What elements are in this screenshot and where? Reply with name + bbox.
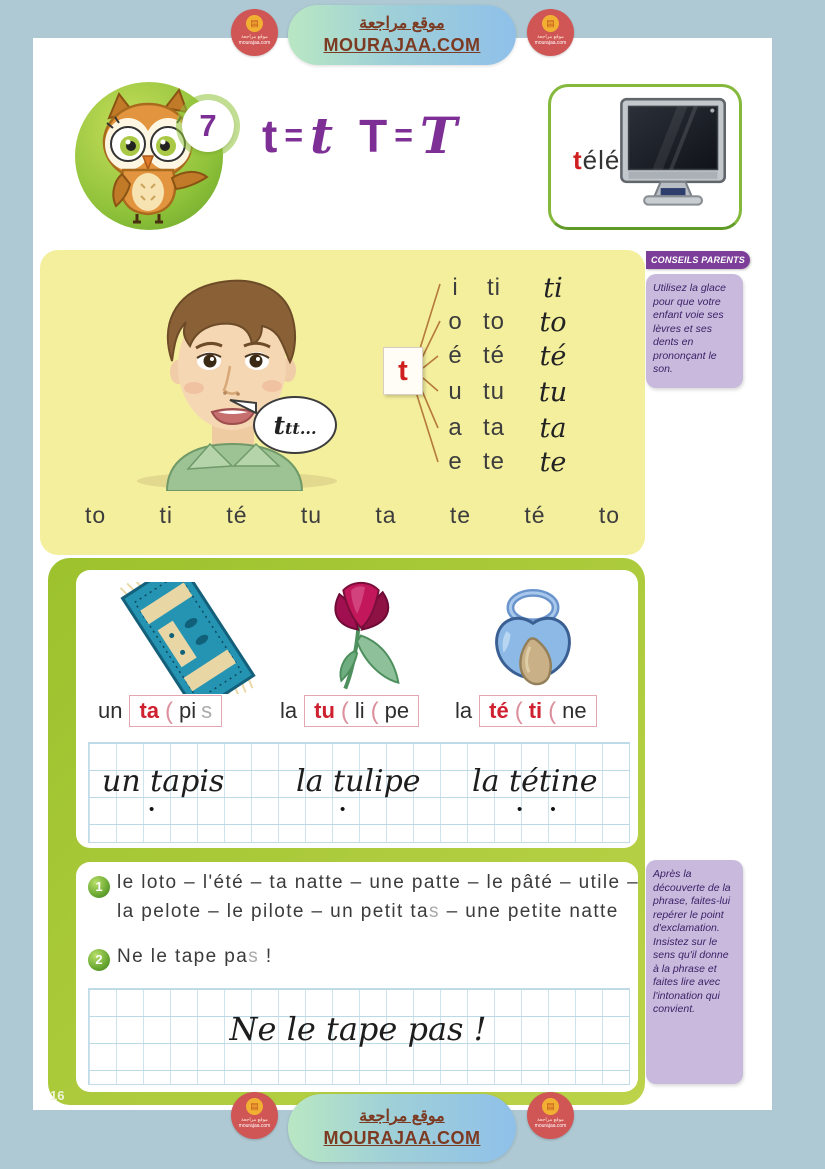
site-name-arabic: موقع مراجعة	[359, 15, 445, 32]
handwriting-word: la tulipe	[296, 764, 421, 799]
syllable: té	[524, 502, 546, 528]
exercise-number-badge	[88, 949, 110, 971]
cursive-syllable: te	[539, 446, 567, 478]
print-lowercase-t: t	[262, 109, 278, 162]
logo-caption-latin: mourajaa.com	[238, 40, 271, 46]
word-article: la	[455, 698, 473, 723]
syllable-box	[479, 695, 597, 727]
syllable-cell: ti	[528, 698, 543, 723]
handwriting-word: la tétine	[472, 764, 598, 799]
logo-caption-arabic: موقع مراجعة	[241, 34, 268, 40]
lesson-number: 7	[199, 108, 217, 143]
syllable: tu	[300, 502, 322, 528]
site-logo-left-footer[interactable]	[231, 1092, 278, 1139]
print-syllable: to	[482, 308, 505, 335]
vowel-label: i	[452, 274, 458, 301]
book-icon: ▤	[542, 15, 559, 32]
sentence-text: !	[259, 946, 273, 967]
tv-illustration	[609, 93, 733, 217]
syllable-box	[304, 695, 419, 727]
site-logo-right-footer[interactable]	[527, 1092, 574, 1139]
cursive-syllable: ta	[539, 412, 567, 444]
letter-tile	[383, 347, 423, 395]
handwriting-word: un tapis	[102, 764, 225, 799]
syllable: ti	[159, 502, 173, 528]
book-icon: ▤	[246, 1098, 263, 1115]
site-name-arabic: موقع مراجعة	[359, 1108, 445, 1125]
cursive-syllable: to	[539, 306, 567, 338]
keyword-card	[548, 84, 742, 230]
syllable-cell: pe	[384, 698, 410, 723]
footer-site-link[interactable]	[288, 1094, 516, 1162]
syllable-box	[129, 695, 222, 727]
tile-letter: t	[398, 354, 408, 387]
exercise-number: 2	[95, 952, 103, 967]
vowel-label: u	[448, 378, 462, 405]
exercise-number-badge	[88, 876, 110, 898]
vocab-word-tapis	[98, 694, 222, 728]
word-list-text: le loto – l'été – ta natte – une patte – le pâté – utile –	[117, 872, 640, 893]
fan-row	[440, 375, 630, 409]
logo-caption-arabic: موقع مراجعة	[537, 34, 564, 40]
silent-letter: s	[201, 698, 213, 723]
print-syllable: té	[482, 342, 505, 369]
syllable: to	[85, 502, 107, 528]
parents-note-top: Utilisez la glace pour que votre enfant voie ses lèvres et ses dents en prononçant le son.	[646, 274, 743, 388]
page-number: 16	[50, 1088, 65, 1103]
header-site-link[interactable]	[288, 5, 516, 65]
tulip-illustration	[302, 578, 420, 697]
silent-letter: s	[429, 901, 440, 922]
letter-dots: •	[340, 801, 358, 818]
word-article: la	[280, 698, 298, 723]
cursive-syllable: té	[539, 340, 567, 372]
letter-equivalence-title	[262, 106, 457, 165]
boy-illustration	[112, 266, 357, 491]
syllable: ta	[375, 502, 397, 528]
syllable-separator-icon: (	[370, 698, 379, 725]
carpet-illustration	[115, 582, 265, 699]
cursive-lowercase-t: t	[310, 106, 334, 165]
cursive-syllable: tu	[538, 376, 568, 408]
syllable-separator-icon: (	[514, 698, 523, 725]
fan-row	[440, 411, 630, 445]
letter-dots: •	[149, 801, 167, 818]
speech-bubble-tail	[228, 398, 258, 416]
fan-row	[440, 339, 630, 373]
print-syllable: te	[482, 448, 505, 475]
sentence-text: Ne le tape pa	[117, 946, 249, 967]
cursive-uppercase-t: T	[419, 106, 458, 165]
parents-advice-badge: CONSEILS PARENTS	[646, 251, 750, 269]
vowel-label: é	[448, 342, 462, 369]
logo-caption-latin: mourajaa.com	[534, 40, 567, 46]
fan-row	[440, 305, 630, 339]
print-syllable: tu	[482, 378, 505, 405]
exercise-word-list-line2	[117, 901, 619, 923]
speech-bubble	[253, 396, 337, 454]
vocab-word-tetine	[455, 694, 597, 728]
syllable: to	[598, 502, 620, 528]
site-logo-right[interactable]	[527, 9, 574, 56]
print-syllable: ti	[487, 274, 501, 301]
logo-caption-latin: mourajaa.com	[534, 1123, 567, 1129]
exercise-number: 1	[95, 879, 103, 894]
syllable-separator-icon: (	[165, 698, 174, 725]
vocab-word-tulipe	[280, 694, 419, 728]
vowel-label: o	[448, 308, 462, 335]
syllable-separator-icon: (	[340, 698, 349, 725]
equals-sign: =	[284, 117, 304, 153]
print-syllable: ta	[482, 414, 505, 441]
parents-note-bottom: Après la découverte de la phrase, faites-lui repérer le point d'exclamation. Insistez sur le sens qu'il donne à la phrase et faites lire avec l'intonation qui convient.	[646, 860, 743, 1084]
fan-row	[440, 271, 630, 305]
word-list-text: la pelote – le pilote – un petit ta	[117, 901, 430, 922]
letter-dots: • •	[517, 801, 568, 818]
vowel-label: e	[448, 448, 462, 475]
site-logo-left[interactable]	[231, 9, 278, 56]
equals-sign: =	[394, 117, 413, 153]
site-name-latin: MOURAJAA.COM	[323, 35, 481, 55]
syllable-cell: ta	[139, 698, 160, 723]
book-icon: ▤	[542, 1098, 559, 1115]
fan-row	[440, 445, 630, 479]
logo-caption-arabic: موقع مراجعة	[537, 1117, 564, 1123]
syllable-cell: tu	[314, 698, 335, 723]
logo-caption-latin: mourajaa.com	[238, 1123, 271, 1129]
spoken-sound: ttt...	[273, 410, 317, 440]
syllable-cell: ne	[562, 698, 587, 723]
word-article: un	[98, 698, 123, 723]
syllable-cell: li	[354, 698, 365, 723]
keyword-initial-letter: t	[573, 145, 583, 175]
silent-letter: s	[248, 946, 260, 967]
keyword-rest: élé	[582, 145, 621, 175]
word-list-text: – une petite natte	[439, 901, 619, 922]
book-icon: ▤	[246, 15, 263, 32]
pacifier-illustration	[478, 586, 588, 694]
syllable-reading-row	[85, 502, 620, 529]
syllable-cell: pi	[179, 698, 197, 723]
handwriting-sentence: Ne le tape pas !	[229, 1010, 487, 1048]
cursive-syllable: ti	[543, 272, 563, 304]
vowel-label: a	[448, 414, 462, 441]
site-name-latin: MOURAJAA.COM	[323, 1128, 481, 1148]
exercise-sentence	[117, 946, 273, 968]
print-uppercase-t: T	[359, 109, 388, 162]
syllable-separator-icon: (	[548, 698, 557, 725]
syllable-cell: té	[489, 698, 509, 723]
lesson-number-badge	[182, 100, 234, 152]
exercise-word-list-line1	[117, 872, 639, 894]
syllable: té	[226, 502, 248, 528]
logo-caption-arabic: موقع مراجعة	[241, 1117, 268, 1123]
syllable: te	[449, 502, 471, 528]
